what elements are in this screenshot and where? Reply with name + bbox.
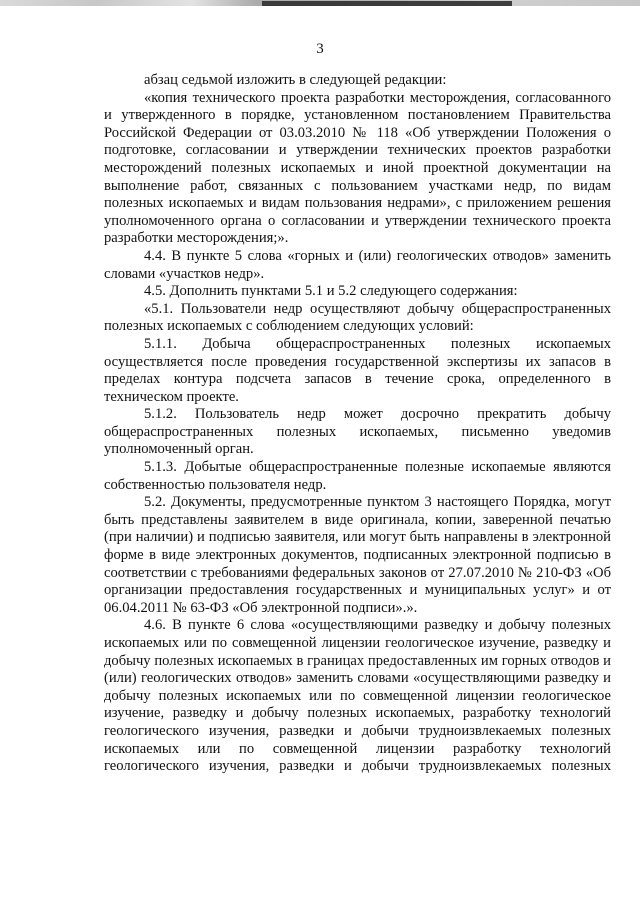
page-number: 3 <box>316 41 324 57</box>
paragraph-5-1-2: 5.1.2. Пользователь недр может досрочно прекратить добычу общераспространенных полезных ископаемых, письменно уведомив уполномоченный орган. <box>104 406 611 458</box>
scan-artifact-dark-band <box>262 1 512 6</box>
paragraph-5-2: 5.2. Документы, предусмотренные пунктом 3 настоящего Порядка, могут быть представлены заявителем в виде оригинала, копии, заверенной печатью (при наличии) и подписью заявителя, или могут быть направлены в электронной форме в виде электронных документов, подписанных электронной подписью в соответствии с требованиями федеральных законов от 27.07.2010 № 210-ФЗ «Об организации предоставления государственных и муниципальных услуг» и от 06.04.2011 № 63-ФЗ «Об электронной подписи».». <box>104 494 611 616</box>
paragraph-5-1-3: 5.1.3. Добытые общераспространенные полезные ископаемые являются собственностью пользователя недр. <box>104 459 611 493</box>
paragraph-4-5: 4.5. Дополнить пунктами 5.1 и 5.2 следующего содержания: <box>144 283 518 300</box>
paragraph-5-1-1: 5.1.1. Добыча общераспространенных полезных ископаемых осуществляется после проведения государственной экспертизы их запасов в пределах контура подсчета запасов в течение срока, определенного в техническом проекте. <box>104 335 611 405</box>
paragraph-5-1: «5.1. Пользователи недр осуществляют добычу общераспространенных полезных ископаемых с соблюдением следующих условий: <box>104 300 611 335</box>
paragraph-intro: абзац седьмой изложить в следующей редакции: <box>144 72 447 88</box>
document-body <box>104 72 611 776</box>
paragraph-4-6: 4.6. В пункте 6 слова «осуществляющими разведку и добычу полезных ископаемых или по совмещенной лицензии геологическое изучение, разведку и добычу полезных ископаемых в границах предоставленных им горных отводов и (или) геологических отводов» заменить словами «осуществляющими разведку и добычу полезных ископаемых или по совмещенной лицензии геологическое изучение, разведку и добычу полезных ископаемых, разработку технологий геологического изучения, разведки и добычи трудноизвлекаемых полезных ископаемых или по совмещенной лицензии разработку технологий геологического изучения, разведки и добычи трудноизвлекаемых полезных <box>104 617 611 775</box>
paragraph-4-4: 4.4. В пункте 5 слова «горных и (или) геологических отводов» заменить словами «участков недр». <box>104 247 611 282</box>
paragraph-quote-copy: «копия технического проекта разработки месторождения, согласованного и утвержденного в порядке, установленном постановлением Правительства Российской Федерации от 03.03.2010 № 118 «Об утверждении Положения о подготовке, согласовании и утверждении технических проектов разработки месторождений полезных ископаемых и иной проектной документации на выполнение работ, связанных с пользованием участками недр, по видам полезных ископаемых и видам пользования недрами», с приложением решения уполномоченного органа о согласовании и утверждении технического проекта разработки месторождения;». <box>104 89 611 247</box>
